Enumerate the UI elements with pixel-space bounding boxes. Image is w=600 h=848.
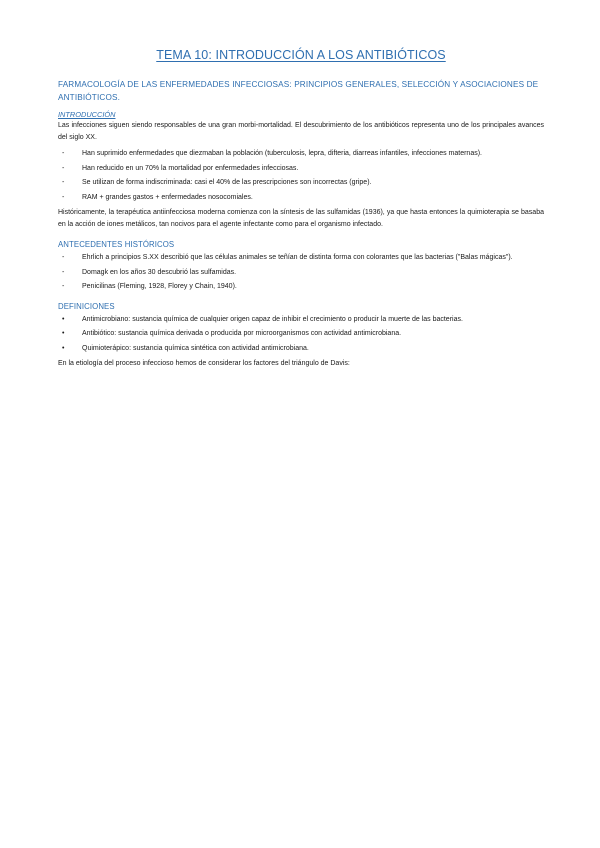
dash-marker: - [62, 150, 65, 157]
list-item-text: Han suprimido enfermedades que diezmaban la población (tuberculosis, lepra, difteria, diarreas infantiles, infecciones maternas). [82, 150, 482, 157]
list-item-text: Antibiótico: sustancia química derivada o producida por microorganismos con actividad antimicrobiana. [82, 330, 402, 337]
bullet-marker: • [62, 330, 65, 337]
list-item [58, 343, 544, 355]
intro-paragraph: Las infecciones siguen siendo responsables de una gran morbi-mortalidad. El descubrimiento de los antibióticos representa uno de los principales avances del siglo XX. [58, 122, 544, 141]
list-item [58, 328, 544, 340]
bullet-marker: • [62, 344, 65, 352]
dash-marker: - [62, 283, 65, 290]
list-item [58, 177, 544, 189]
list-item [58, 192, 544, 204]
list-item [58, 163, 544, 175]
intro-list [58, 148, 544, 203]
list-item [58, 281, 544, 293]
definitions-list [58, 314, 544, 355]
list-item-text: RAM + grandes gastos + enfermedades nosocomiales. [82, 193, 253, 201]
document-subtitle: FARMACOLOGÍA DE LAS ENFERMEDADES INFECCIOSAS: PRINCIPIOS GENERALES, SELECCIÓN Y ASOCIACIONES DE ANTIBIÓTICOS. [58, 80, 539, 102]
document-title: TEMA 10: INTRODUCCIÓN A LOS ANTIBIÓTICOS [156, 48, 446, 62]
dash-marker: - [62, 268, 65, 276]
list-item [58, 267, 544, 279]
intro-heading: INTRODUCCIÓN [58, 110, 116, 119]
list-item-text: Se utilizan de forma indiscriminada: casi el 40% de las prescripciones son incorrectas (gripe). [82, 179, 372, 186]
history-intro-paragraph: Históricamente, la terapéutica antiinfecciosa moderna comienza con la síntesis de las sulfamidas (1936), ya que hasta entonces la quimioterapia se basaba en la acción de iones metálicos, tan nocivos para el agente infectante como para el organismo infectado. [58, 209, 544, 228]
dash-marker: - [62, 179, 65, 186]
history-list [58, 252, 544, 293]
list-item [58, 148, 544, 160]
list-item-text: Penicilinas (Fleming, 1928, Florey y Chain, 1940). [82, 283, 237, 290]
history-heading: ANTECEDENTES HISTÓRICOS [58, 240, 175, 249]
list-item-text: Antimicrobiano: sustancia química de cualquier origen capaz de inhibir el crecimiento o producir la muerte de las bacterias. [82, 315, 463, 323]
list-item-text: Ehrlich a principios S.XX describió que las células animales se teñían de distinta forma con colorantes que las bacterias ("Balas mágicas"). [82, 254, 513, 261]
list-item [58, 314, 544, 326]
list-item-text: Domagk en los años 30 descubrió las sulfamidas. [82, 268, 237, 276]
list-item-text: Quimioterápico: sustancia química sintética con actividad antimicrobiana. [82, 344, 309, 352]
dash-marker: - [62, 254, 65, 261]
etiology-paragraph: En la etiología del proceso infeccioso hemos de considerar los factores del triángulo de Davis: [58, 360, 350, 367]
list-item-text: Han reducido en un 70% la mortalidad por enfermedades infecciosas. [82, 164, 299, 172]
document-page [58, 48, 544, 374]
dash-marker: - [62, 193, 65, 201]
list-item [58, 252, 544, 264]
dash-marker: - [62, 164, 65, 172]
bullet-marker: • [62, 315, 65, 323]
definitions-heading: DEFINICIONES [58, 301, 115, 311]
